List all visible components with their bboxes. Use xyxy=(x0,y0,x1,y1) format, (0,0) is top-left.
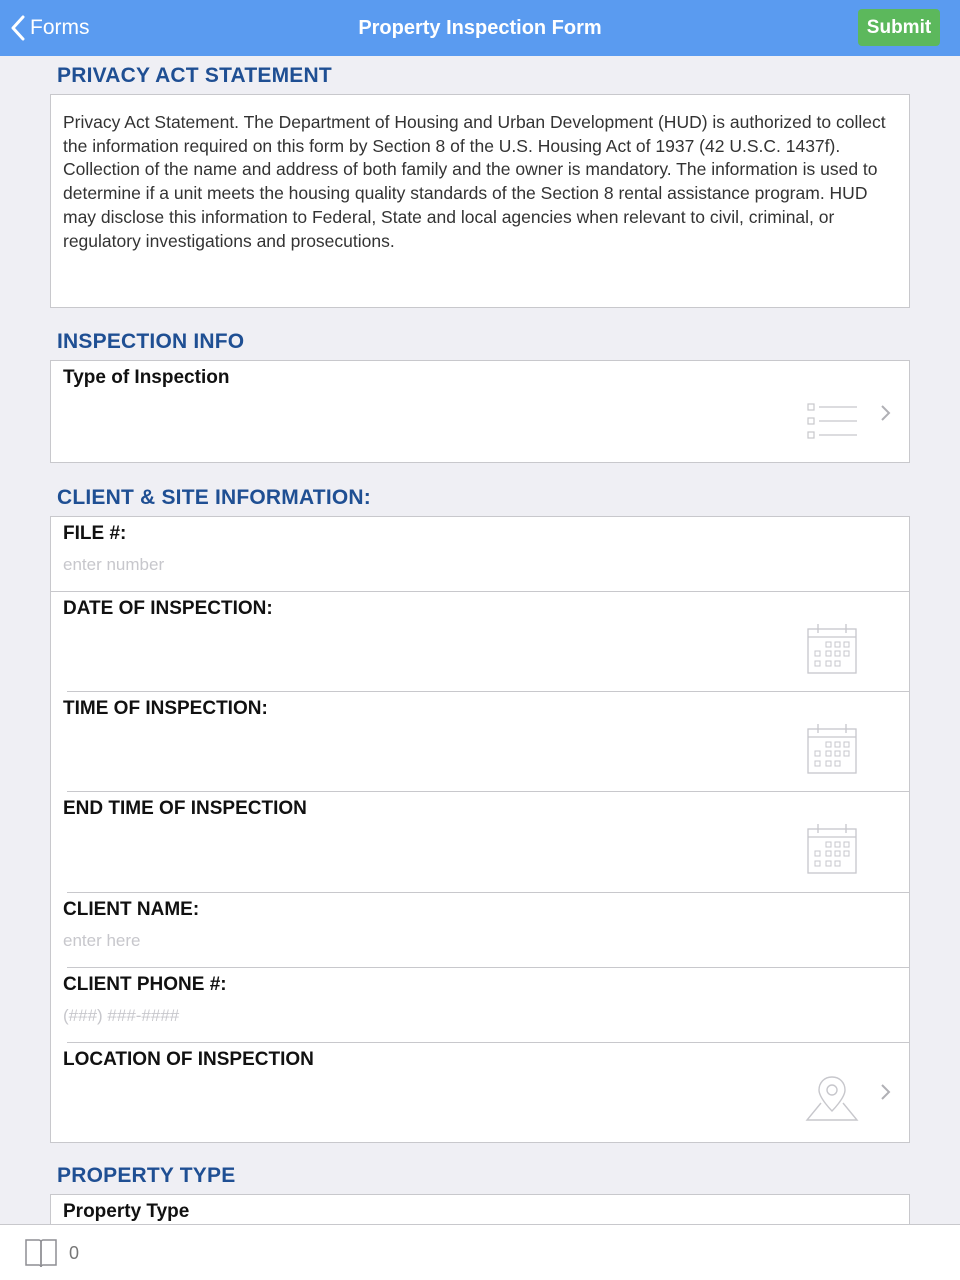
list-icon[interactable] xyxy=(805,399,859,443)
submit-button[interactable]: Submit xyxy=(858,9,940,46)
calendar-icon[interactable] xyxy=(806,723,858,775)
end-time-of-inspection-label: END TIME OF INSPECTION xyxy=(63,798,307,819)
calendar-icon[interactable] xyxy=(806,823,858,875)
location-of-inspection-field[interactable] xyxy=(51,1043,909,1142)
calendar-icon[interactable] xyxy=(806,623,858,675)
back-button-label: Forms xyxy=(30,16,90,39)
chevron-right-icon[interactable] xyxy=(880,404,892,422)
client-phone-field[interactable] xyxy=(51,968,909,1042)
location-of-inspection-label: LOCATION OF INSPECTION xyxy=(63,1049,314,1070)
property-type-label: Property Type xyxy=(63,1201,190,1222)
file-number-label: FILE #: xyxy=(63,523,127,544)
date-of-inspection-label: DATE OF INSPECTION: xyxy=(63,598,273,619)
client-phone-input[interactable] xyxy=(63,1006,763,1026)
nav-bar xyxy=(0,0,960,56)
form-content[interactable] xyxy=(50,56,910,1224)
client-name-field[interactable] xyxy=(51,893,909,967)
file-number-input[interactable] xyxy=(63,555,763,575)
privacy-statement-text: Privacy Act Statement. The Department of Housing and Urban Development (HUD) is authorized to collect the information required on this form by Section 8 of the U.S. Housing Act of 1937 (42 U.S.C. 1437f). Collection of the name and address of both family and the owner is mandatory. The information is used to determine if a unit meets the housing quality standards of the Section 8 rental assistance program. HUD may disclose this information to Federal, State and local agencies when relevant to civil, criminal, or regulatory investigations and prosecutions. xyxy=(63,112,886,251)
map-pin-icon[interactable] xyxy=(804,1073,860,1123)
inspection-info-header: INSPECTION INFO xyxy=(57,330,245,353)
client-phone-label: CLIENT PHONE #: xyxy=(63,974,227,995)
chevron-right-icon[interactable] xyxy=(880,1083,892,1101)
file-number-field[interactable] xyxy=(51,517,909,591)
client-site-card xyxy=(50,516,910,1143)
page-title: Property Inspection Form xyxy=(358,16,602,39)
client-site-header: CLIENT & SITE INFORMATION: xyxy=(57,486,371,509)
client-name-label: CLIENT NAME: xyxy=(63,899,200,920)
inspection-type-card[interactable] xyxy=(50,360,910,463)
property-type-header: PROPERTY TYPE xyxy=(57,1164,236,1187)
back-button[interactable] xyxy=(10,12,90,44)
client-name-input[interactable] xyxy=(63,931,763,951)
privacy-statement-card xyxy=(50,94,910,308)
bottom-toolbar xyxy=(0,1224,960,1280)
end-time-of-inspection-field[interactable] xyxy=(51,792,909,892)
date-of-inspection-field[interactable] xyxy=(51,592,909,691)
type-of-inspection-label: Type of Inspection xyxy=(63,367,230,388)
time-of-inspection-label: TIME OF INSPECTION: xyxy=(63,698,268,719)
item-count: 0 xyxy=(69,1243,80,1263)
time-of-inspection-field[interactable] xyxy=(51,692,909,791)
chevron-left-icon xyxy=(10,15,26,41)
privacy-section-header: PRIVACY ACT STATEMENT xyxy=(57,64,332,87)
book-icon[interactable] xyxy=(24,1237,58,1269)
